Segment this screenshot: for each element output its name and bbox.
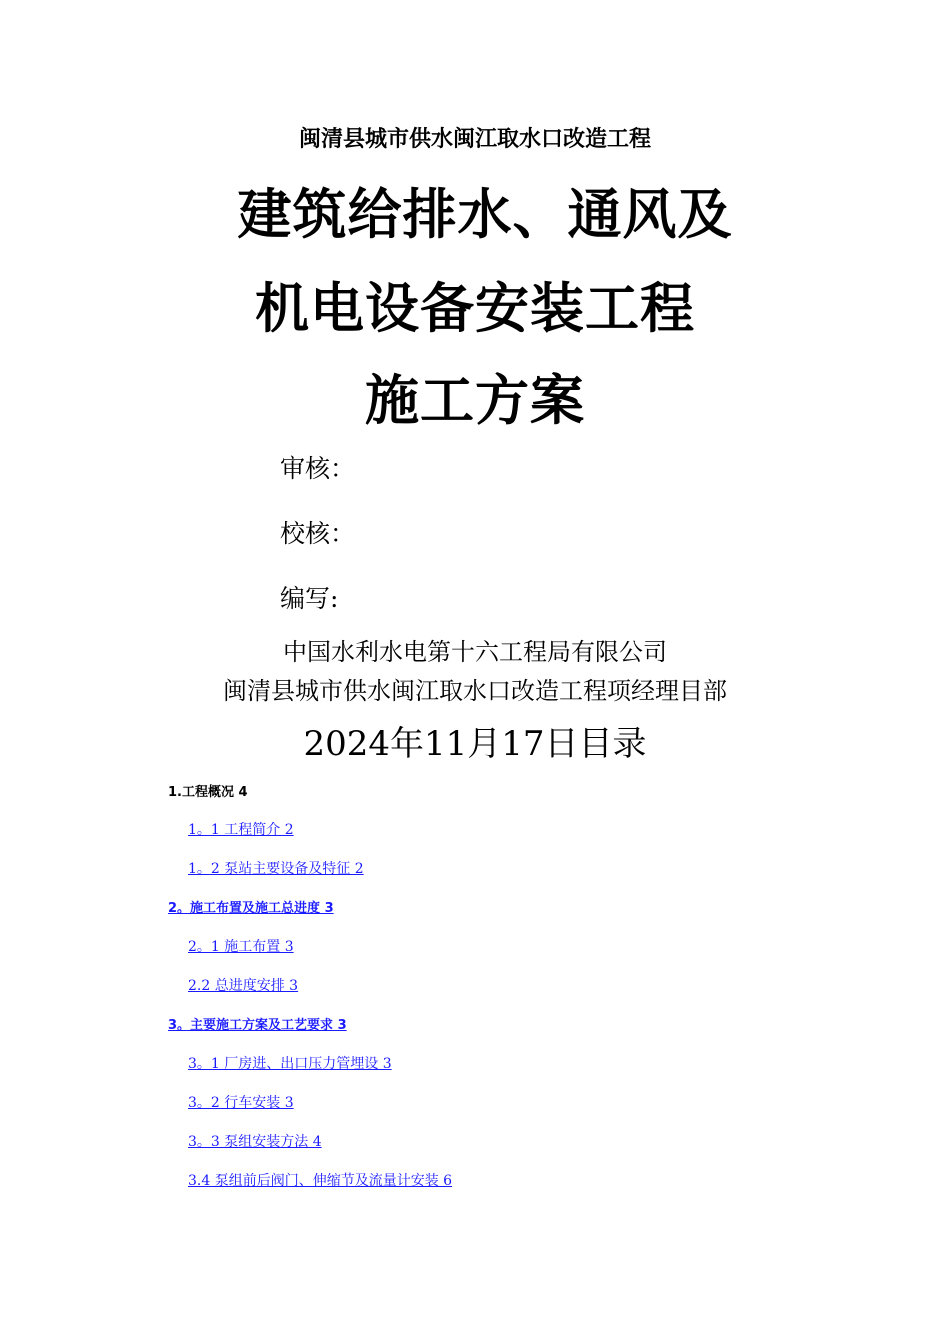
author-label: 编写: [280,584,339,613]
toc-entry: 1.工程概况 4 [168,785,248,800]
project-department-name: 闽清县城市供水闽江取水口改造工程项经理目部 [223,677,727,705]
toc-link[interactable]: 2。1 施工布置 3 [188,939,294,955]
toc-link[interactable]: 1。2 泵站主要设备及特征 2 [188,861,364,877]
toc-link[interactable]: 2。施工布置及施工总进度 3 [168,901,334,916]
project-name: 闽清县城市供水闽江取水口改造工程 [298,126,651,152]
organization-name: 中国水利水电第十六工程局有限公司 [283,638,667,666]
check-label: 校核： [280,519,356,548]
toc-link[interactable]: 3。3 泵组安装方法 4 [188,1134,322,1150]
document-title-line2: 机电设备安装工程 [255,276,695,340]
toc-link[interactable]: 3。主要施工方案及工艺要求 3 [168,1018,347,1033]
document-title-line3: 施工方案 [365,368,585,432]
review-label: 审核： [280,454,356,483]
document-title-line1: 建筑给排水、通风及 [237,182,733,246]
toc-link[interactable]: 1。1 工程简介 2 [188,822,294,838]
toc-link[interactable]: 3。1 厂房进、出口压力管埋设 3 [188,1056,392,1072]
date-and-toc-heading: 2024年11月17日目录 [303,724,647,764]
toc-link[interactable]: 3。2 行车安装 3 [188,1095,294,1111]
toc-link[interactable]: 2.2 总进度安排 3 [188,978,299,994]
toc-link[interactable]: 3.4 泵组前后阀门、伸缩节及流量计安装 6 [188,1173,453,1189]
